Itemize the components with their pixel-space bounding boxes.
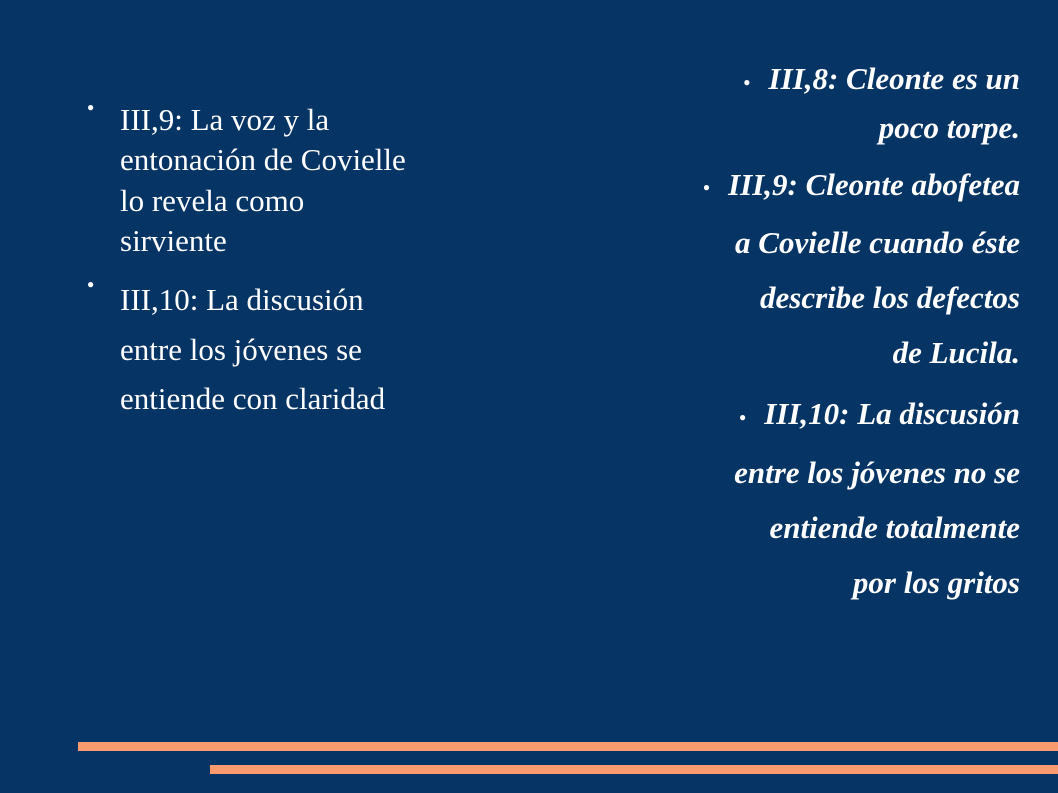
right-item-text: III,10: La discusión entre los jóvenes no se entiende totalmente por los gritos (734, 396, 1020, 600)
left-item-text: III,10: La discusión entre los jóvenes se entiende con claridad (120, 282, 386, 417)
bullet-icon: ● (702, 180, 711, 195)
left-bullet-item (80, 275, 530, 424)
bullet-icon: ● (87, 100, 95, 114)
right-column (565, 56, 1020, 616)
accent-bar-top (78, 742, 1058, 751)
right-bullet-item (565, 157, 1020, 380)
bullet-icon: ● (87, 277, 95, 292)
left-column (80, 100, 530, 438)
right-bullet-item (565, 56, 1020, 151)
bullet-icon: ● (743, 74, 751, 89)
accent-bar-bottom (210, 765, 1058, 774)
right-bullet-item (565, 386, 1020, 609)
bullet-icon: ● (738, 409, 747, 424)
left-bullet-item (80, 100, 530, 261)
left-item-text: III,9: La voz y la entonación de Covielle lo revela como sirviente (120, 102, 406, 258)
right-item-text: III,8: Cleonte es un poco torpe. (768, 61, 1020, 145)
right-item-text: III,9: Cleonte abofetea a Covielle cuando éste describe los defectos de Lucila. (728, 166, 1020, 371)
